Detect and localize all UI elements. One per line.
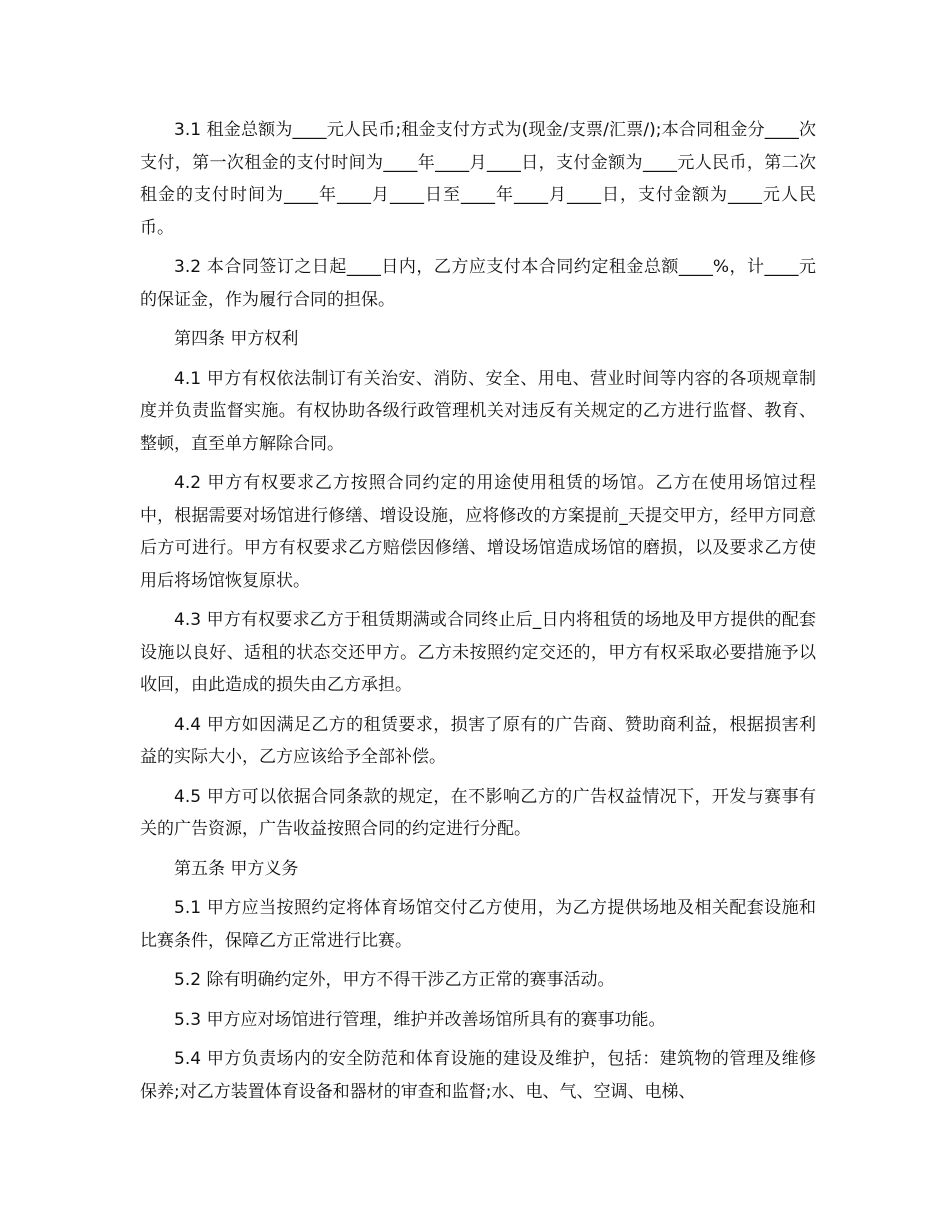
- clause-3-2: 3.2 本合同签订之日起____日内，乙方应支付本合同约定租金总额____%，计____元的保证金，作为履行合同的担保。: [140, 257, 816, 310]
- clause-5-3: 5.3 甲方应对场馆进行管理，维护并改善场馆所具有的赛事功能。: [174, 1009, 666, 1030]
- clause-4-1: 4.1 甲方有权依法制订有关治安、消防、安全、用电、营业时间等内容的各项规章制度并负责监督实施。有权协助各级行政管理机关对违反有关规定的乙方进行监督、教育、整顿，直至单方解除合同。: [140, 368, 816, 454]
- article-5-heading: 第五条 甲方义务: [174, 858, 299, 879]
- clause-4-3: 4.3 甲方有权要求乙方于租赁期满或合同终止后_日内将租赁的场地及甲方提供的配套设施以良好、适租的状态交还甲方。乙方未按照约定交还的，甲方有权采取必要措施予以收回，由此造成的损失由乙方承担。: [140, 610, 816, 695]
- clause-4-2: 4.2 甲方有权要求乙方按照合同约定的用途使用租赁的场馆。乙方在使用场馆过程中，根据需要对场馆进行修缮、增设设施，应将修改的方案提前_天提交甲方，经甲方同意后方可进行。甲方有权要求乙方赔偿因修缮、增设场馆造成场馆的磨损，以及要求乙方使用后将场馆恢复原状。: [140, 473, 816, 591]
- article-4-heading: 第四条 甲方权利: [174, 329, 299, 349]
- clause-5-1: 5.1 甲方应当按照约定将体育场馆交付乙方使用，为乙方提供场地及相关配套设施和比赛条件，保障乙方正常进行比赛。: [140, 898, 816, 951]
- clause-4-4: 4.4 甲方如因满足乙方的租赁要求，损害了原有的广告商、赞助商利益，根据损害利益的实际大小，乙方应该给予全部补偿。: [140, 714, 816, 767]
- clause-3-1: 3.1 租金总额为____元人民币;租金支付方式为(现金/支票/汇票/);本合同租金分____次支付，第一次租金的支付时间为____年____月____日，支付金额为____元人民币，第二次租金的支付时间为____年____月____日至____年____月____日，支付金额为____元人民币。: [140, 120, 816, 238]
- document-page: [140, 114, 816, 1115]
- clause-4-5: 4.5 甲方可以依据合同条款的规定，在不影响乙方的广告权益情况下，开发与赛事有关的广告资源，广告收益按照合同的约定进行分配。: [140, 786, 816, 839]
- clause-5-2: 5.2 除有明确约定外，甲方不得干涉乙方正常的赛事活动。: [174, 970, 615, 990]
- clause-5-4: 5.4 甲方负责场内的安全防范和体育设施的建设及维护，包括：建筑物的管理及维修保养;对乙方装置体育设备和器材的审查和监督;水、电、气、空调、电梯、: [140, 1049, 816, 1102]
